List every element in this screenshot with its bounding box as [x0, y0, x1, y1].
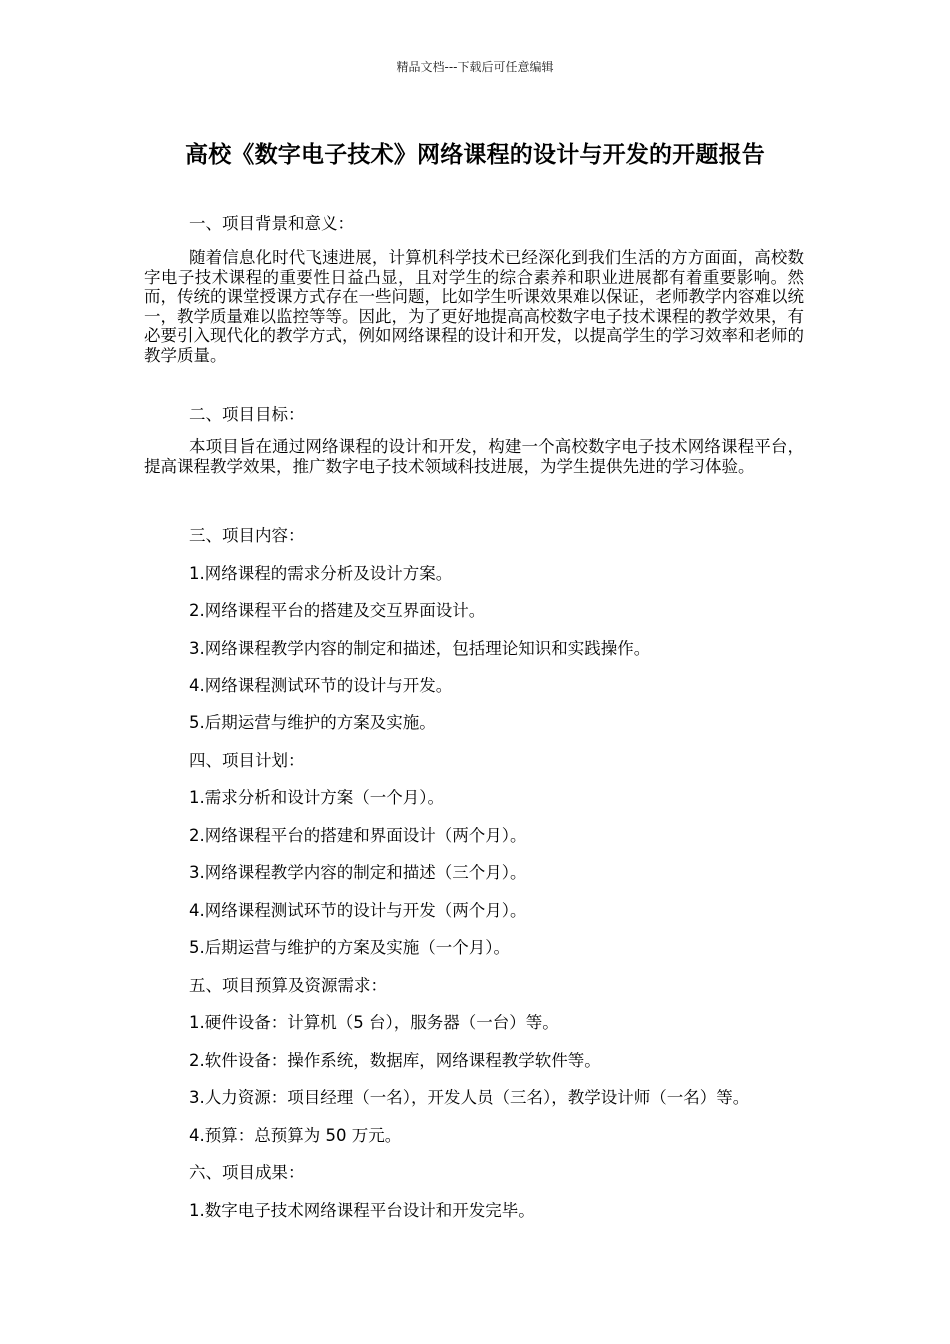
list-item: 1.数字电子技术网络课程平台设计和开发完毕。: [189, 1201, 535, 1220]
list-item: 3.网络课程教学内容的制定和描述，包括理论知识和实践操作。: [189, 639, 651, 658]
list-item: 2.网络课程平台的搭建和界面设计（两个月）。: [189, 826, 527, 845]
section-heading-background: 一、项目背景和意义：: [189, 214, 354, 233]
section-heading-goals: 二、项目目标：: [189, 405, 305, 424]
document-title: 高校《数字电子技术》网络课程的设计与开发的开题报告: [185, 142, 765, 168]
section-heading-outcomes: 六、项目成果：: [189, 1163, 305, 1182]
list-item: 1.需求分析和设计方案（一个月）。: [189, 788, 444, 807]
list-item: 2.网络课程平台的搭建及交互界面设计。: [189, 601, 486, 620]
section-heading-budget: 五、项目预算及资源需求：: [189, 976, 387, 995]
list-item: 4.网络课程测试环节的设计与开发（两个月）。: [189, 901, 527, 920]
list-item: 4.网络课程测试环节的设计与开发。: [189, 676, 453, 695]
list-item: 5.后期运营与维护的方案及实施。: [189, 713, 436, 732]
list-item: 3.网络课程教学内容的制定和描述（三个月）。: [189, 863, 527, 882]
list-item: 1.网络课程的需求分析及设计方案。: [189, 564, 453, 583]
section-heading-plan: 四、项目计划：: [189, 751, 305, 770]
list-item: 5.后期运营与维护的方案及实施（一个月）。: [189, 938, 510, 957]
section-heading-content: 三、项目内容：: [189, 526, 305, 545]
list-item: 2.软件设备：操作系统，数据库，网络课程教学软件等。: [189, 1051, 601, 1070]
section-body-background: 随着信息化时代飞速进展，计算机科学技术已经深化到我们生活的方方面面，高校数字电子技术课程的重要性日益凸显，且对学生的综合素养和职业进展都有着重要影响。然而，传统的课堂授课方式存在一些问题，比如学生听课效果难以保证，老师教学内容难以统一，教学质量难以监控等等。因此，为了更好地提高高校数字电子技术课程的教学效果，有必要引入现代化的教学方式，例如网络课程的设计和开发，以提高学生的学习效率和老师的教学质量。: [144, 248, 804, 365]
section-body-goals: 本项目旨在通过网络课程的设计和开发，构建一个高校数字电子技术网络课程平台，提高课程教学效果，推广数字电子技术领域科技进展，为学生提供先进的学习体验。: [144, 437, 804, 476]
list-item: 3.人力资源：项目经理（一名），开发人员（三名），教学设计师（一名）等。: [189, 1088, 750, 1107]
list-item: 1.硬件设备：计算机（5 台），服务器（一台）等。: [189, 1013, 559, 1032]
document-body: [144, 0, 804, 1344]
page-header-note: 精品文档---下载后可任意编辑: [396, 60, 554, 74]
list-item: 4.预算：总预算为 50 万元。: [189, 1126, 402, 1145]
